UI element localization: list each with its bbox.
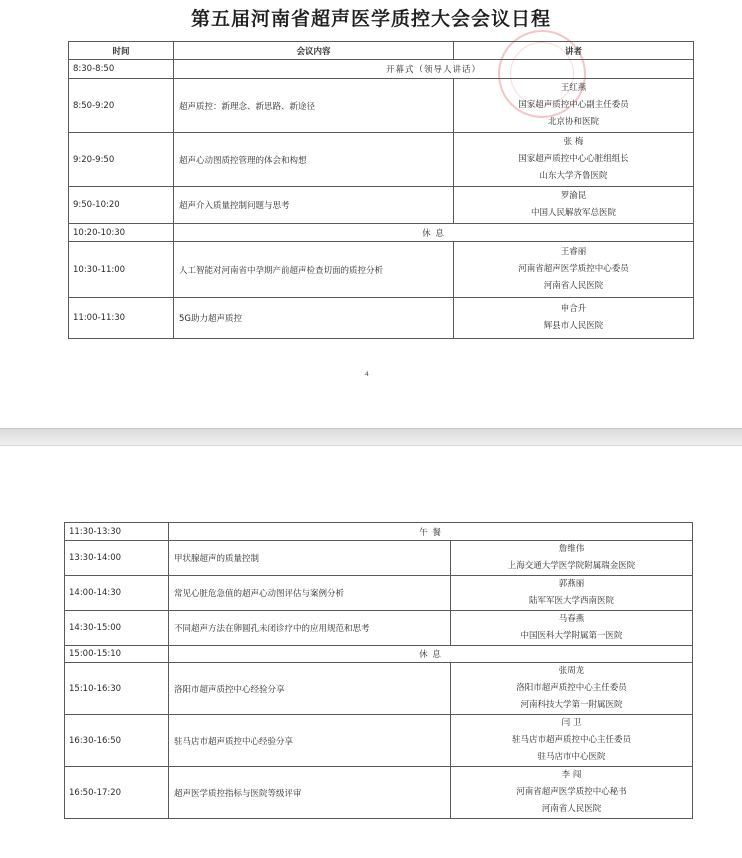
speaker-name: 王睿丽 <box>560 247 587 257</box>
speaker-name: 张 梅 <box>563 137 584 147</box>
speaker-name: 闫 卫 <box>561 718 582 728</box>
table-row <box>69 187 694 224</box>
speaker-affiliation: 国家超声质控中心心脏组组长 <box>518 154 629 164</box>
table-row <box>69 79 694 133</box>
time-cell: 9:50-10:20 <box>69 187 174 224</box>
speaker-affiliation: 河南省超声医学质控中心秘书 <box>516 787 627 797</box>
speaker-cell <box>451 576 693 611</box>
speaker-affiliation: 国家超声质控中心副主任委员 <box>518 100 629 110</box>
schedule-table-page-1 <box>68 41 694 339</box>
speaker-cell <box>451 611 693 646</box>
session-break-cell: 休 息 <box>174 224 694 242</box>
speaker-affiliation: 驻马店市中心医院 <box>537 752 606 762</box>
time-cell: 9:20-9:50 <box>69 133 174 187</box>
speaker-affiliation: 河南科技大学第一附属医院 <box>520 700 623 710</box>
speaker-affiliation: 中国人民解放军总医院 <box>530 208 616 218</box>
schedule-table-page-2 <box>64 522 693 819</box>
speaker-affiliation: 河南省超声医学质控中心委员 <box>518 264 629 274</box>
speaker-cell <box>451 541 693 576</box>
table-row <box>69 224 694 242</box>
speaker-affiliation: 辉县市人民医院 <box>543 321 604 331</box>
time-cell: 10:30-11:00 <box>69 242 174 298</box>
table-row <box>69 60 694 79</box>
table-row <box>65 611 693 646</box>
topic-cell: 甲状腺超声的质量控制 <box>169 541 451 576</box>
time-cell: 14:00-14:30 <box>65 576 169 611</box>
time-cell: 16:30-16:50 <box>65 715 169 767</box>
topic-cell: 洛阳市超声质控中心经验分享 <box>169 663 451 715</box>
time-cell: 15:10-16:30 <box>65 663 169 715</box>
session-break-cell: 午 餐 <box>169 523 693 541</box>
table-row <box>65 576 693 611</box>
topic-cell: 人工智能对河南省中孕期产前超声检查切面的质控分析 <box>174 242 454 298</box>
time-cell: 11:30-13:30 <box>65 523 169 541</box>
page-title: 第五届河南省超声医学质控大会会议日程 <box>190 8 551 30</box>
speaker-name: 郭燕丽 <box>558 579 585 589</box>
page-number: 4 <box>365 371 369 378</box>
table-row <box>65 523 693 541</box>
speaker-affiliation: 上海交通大学医学院附属瑞金医院 <box>507 561 636 571</box>
topic-cell: 超声介入质量控制问题与思考 <box>174 187 454 224</box>
topic-cell: 5G助力超声质控 <box>174 298 454 339</box>
speaker-affiliation: 洛阳市超声质控中心主任委员 <box>516 683 627 693</box>
time-cell: 11:00-11:30 <box>69 298 174 339</box>
page-separator <box>0 428 742 446</box>
table-row <box>69 242 694 298</box>
speaker-cell <box>451 715 693 767</box>
speaker-cell <box>454 298 694 339</box>
time-cell: 15:00-15:10 <box>65 646 169 663</box>
topic-cell: 超声质控：新理念、新思路、新途径 <box>174 79 454 133</box>
speaker-name: 罗渝昆 <box>560 191 587 201</box>
header-topic: 会议内容 <box>174 42 454 60</box>
time-cell: 16:50-17:20 <box>65 767 169 819</box>
table-row <box>65 715 693 767</box>
speaker-name: 詹维伟 <box>558 544 585 554</box>
time-cell: 10:20-10:30 <box>69 224 174 242</box>
table-row <box>65 646 693 663</box>
table-row <box>65 541 693 576</box>
speaker-cell <box>451 663 693 715</box>
speaker-affiliation: 山东大学齐鲁医院 <box>539 171 608 181</box>
time-cell: 8:30-8:50 <box>69 60 174 79</box>
topic-cell: 常见心脏危急值的超声心动图评估与案例分析 <box>169 576 451 611</box>
session-break-cell: 开幕式（领导人讲话） <box>174 60 694 79</box>
time-cell: 13:30-14:00 <box>65 541 169 576</box>
topic-cell: 驻马店市超声质控中心经验分享 <box>169 715 451 767</box>
table-row <box>69 298 694 339</box>
header-time: 时间 <box>69 42 174 60</box>
speaker-cell <box>454 187 694 224</box>
speaker-affiliation: 陆军军医大学西南医院 <box>529 596 615 606</box>
header-speaker: 讲者 <box>454 42 694 60</box>
speaker-affiliation: 驻马店市超声质控中心主任委员 <box>512 735 632 745</box>
time-cell: 14:30-15:00 <box>65 611 169 646</box>
speaker-cell <box>454 133 694 187</box>
speaker-affiliation: 河南省人民医院 <box>541 804 602 814</box>
topic-cell: 超声医学质控指标与医院等级评审 <box>169 767 451 819</box>
speaker-affiliation: 河南省人民医院 <box>543 281 604 291</box>
table-header-row <box>69 42 694 60</box>
speaker-cell <box>454 242 694 298</box>
session-break-cell: 休 息 <box>169 646 693 663</box>
table-row <box>69 133 694 187</box>
speaker-name: 马春燕 <box>558 614 585 624</box>
speaker-affiliation: 中国医科大学附属第一医院 <box>520 631 623 641</box>
topic-cell: 超声心动图质控管理的体会和构想 <box>174 133 454 187</box>
speaker-name: 王红燕 <box>560 83 587 93</box>
speaker-cell <box>454 79 694 133</box>
speaker-affiliation: 北京协和医院 <box>547 117 599 127</box>
topic-cell: 不同超声方法在卵圆孔未闭诊疗中的应用规范和思考 <box>169 611 451 646</box>
time-cell: 8:50-9:20 <box>69 79 174 133</box>
table-row <box>65 767 693 819</box>
speaker-cell <box>451 767 693 819</box>
speaker-name: 申合升 <box>560 304 587 314</box>
speaker-name: 张周龙 <box>558 666 585 676</box>
table-row <box>65 663 693 715</box>
speaker-name: 李 闯 <box>561 770 582 780</box>
